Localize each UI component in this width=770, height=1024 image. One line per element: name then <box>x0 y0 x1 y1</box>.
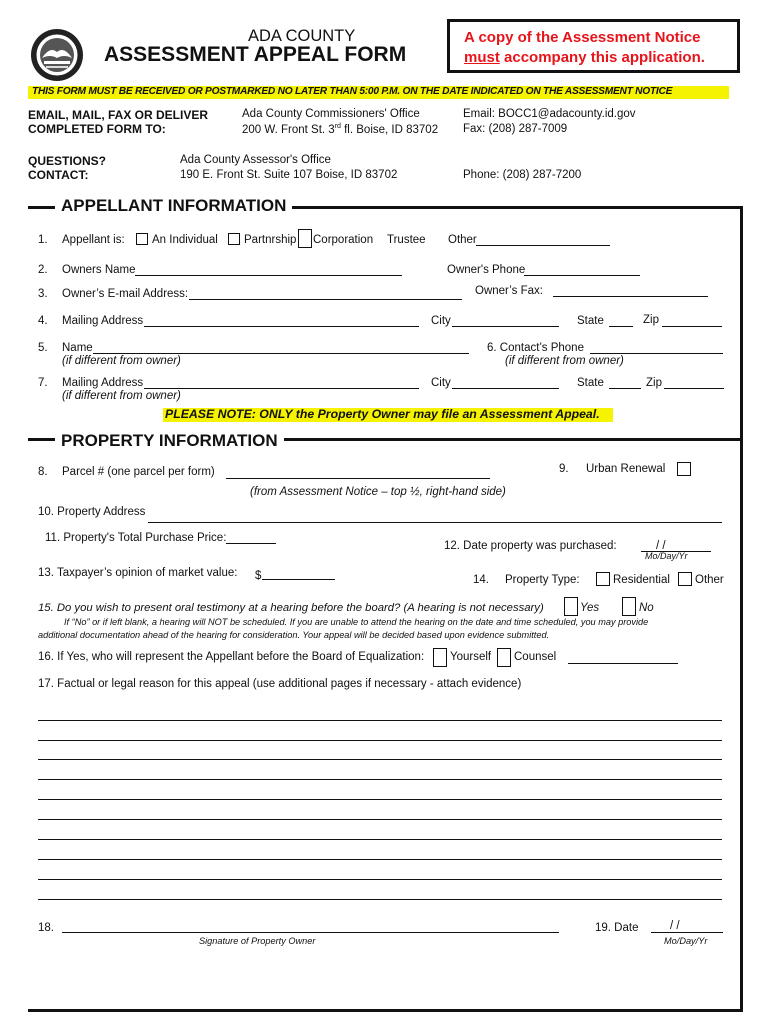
option-other: Other <box>448 234 477 246</box>
mailing-address-field[interactable] <box>144 326 419 327</box>
checkbox-testimony-yes[interactable] <box>564 597 578 616</box>
q6-note: (if different from owner) <box>505 355 624 367</box>
contact-zip-label: Zip <box>646 377 662 389</box>
market-value-dollar: $ <box>255 570 262 582</box>
contact-mailing-address-field[interactable] <box>144 388 419 389</box>
q5-label: Name <box>62 342 93 354</box>
state-field[interactable] <box>609 326 633 327</box>
q15-label: 15. Do you wish to present oral testimony at a hearing before the board? (A hearing is not necessary) <box>38 602 544 614</box>
q3-label: Owner’s E-mail Address: <box>62 288 189 300</box>
option-individual: An Individual <box>152 234 218 246</box>
form-title: ASSESSMENT APPEAL FORM <box>104 43 407 66</box>
notice-line-2-rest: accompany this application. <box>499 49 705 66</box>
date-format: Mo/Day/Yr <box>664 936 708 946</box>
commissioners-office-address <box>242 123 438 136</box>
reason-line[interactable] <box>38 819 722 820</box>
reason-line[interactable] <box>38 839 722 840</box>
county-seal-logo <box>30 28 84 82</box>
signature-caption: Signature of Property Owner <box>199 936 316 946</box>
q7-number: 7. <box>38 377 48 389</box>
q8-label: Parcel # (one parcel per form) <box>62 466 215 478</box>
notice-line-2 <box>464 49 705 66</box>
owners-phone-label: Owner's Phone <box>447 264 526 276</box>
q2-number: 2. <box>38 264 48 276</box>
option-yourself: Yourself <box>450 651 492 663</box>
q9-label: Urban Renewal <box>586 463 666 475</box>
purchase-date-format: Mo/Day/Yr <box>645 551 688 561</box>
q7-label: Mailing Address <box>62 377 144 389</box>
contact-name-field[interactable] <box>93 353 469 354</box>
other-type-field[interactable] <box>476 245 610 246</box>
q12-label: 12. Date property was purchased: <box>444 540 617 552</box>
purchase-price-field[interactable] <box>226 543 276 544</box>
checkbox-residential[interactable] <box>596 572 610 586</box>
office1-addr-a: 200 W. Front St. 3 <box>242 123 335 136</box>
q13-label: 13. Taxpayer’s opinion of market value: <box>38 567 238 579</box>
q1-number: 1. <box>38 234 48 246</box>
contacts-phone-field[interactable] <box>590 353 723 354</box>
owners-fax-label: Owner’s Fax: <box>475 285 543 297</box>
market-value-field[interactable] <box>262 579 335 580</box>
office1-addr-sup: rd <box>334 123 341 130</box>
q6-label: 6. Contact’s Phone <box>487 342 584 354</box>
checkbox-individual[interactable] <box>136 233 148 245</box>
q9-number: 9. <box>559 463 569 475</box>
checkbox-urban-renewal[interactable] <box>677 462 691 476</box>
reason-line[interactable] <box>38 740 722 741</box>
owners-email-field[interactable] <box>189 299 462 300</box>
option-no: No <box>639 602 654 614</box>
q1-label: Appellant is: <box>62 234 125 246</box>
appellant-section-title: APPELLANT INFORMATION <box>55 196 292 216</box>
option-residential: Residential <box>613 574 670 586</box>
commissioners-office-name: Ada County Commissioners' Office <box>242 108 420 120</box>
questions-label-2: CONTACT: <box>28 168 89 182</box>
office1-addr-b: fl. Boise, ID 83702 <box>340 123 439 136</box>
option-trustee: Trustee <box>387 234 426 246</box>
counsel-name-field[interactable] <box>568 663 678 664</box>
q14-number: 14. <box>473 574 489 586</box>
state-label: State <box>577 315 604 327</box>
reason-line[interactable] <box>38 759 722 760</box>
q15-note-line-1: If “No” or if left blank, a hearing will NOT be scheduled. If you are unable to attend the hearing on the date and time scheduled, you may provide <box>64 617 649 627</box>
deliver-label-1: EMAIL, MAIL, FAX OR DELIVER <box>28 108 209 122</box>
q3-number: 3. <box>38 288 48 300</box>
date-slashes: / / <box>670 920 680 932</box>
county-name: ADA COUNTY <box>248 27 356 45</box>
owners-name-field[interactable] <box>135 275 402 276</box>
assessors-office-name: Ada County Assessor's Office <box>180 154 331 166</box>
parcel-number-field[interactable] <box>226 478 490 479</box>
city-field[interactable] <box>452 326 559 327</box>
checkbox-partnership[interactable] <box>228 233 240 245</box>
contact-city-label: City <box>431 377 451 389</box>
reason-line[interactable] <box>38 779 722 780</box>
option-counsel: Counsel <box>514 651 557 663</box>
assessors-office-address: 190 E. Front St. Suite 107 Boise, ID 83702 <box>180 169 398 181</box>
q11-label: 11. Property's Total Purchase Price: <box>45 532 227 544</box>
checkbox-testimony-no[interactable] <box>622 597 636 616</box>
property-address-field[interactable] <box>148 522 722 523</box>
option-corporation: Corporation <box>313 234 374 246</box>
option-yes: Yes <box>580 602 600 614</box>
q5-note: (if different from owner) <box>62 355 181 367</box>
city-label: City <box>431 315 451 327</box>
notice-must: must <box>464 49 500 66</box>
deliver-label-2: COMPLETED FORM TO: <box>28 122 166 136</box>
option-other-type: Other <box>695 574 724 586</box>
q8-number: 8. <box>38 466 48 478</box>
checkbox-counsel[interactable] <box>497 648 511 667</box>
q5-number: 5. <box>38 342 48 354</box>
reason-line[interactable] <box>38 899 722 900</box>
please-note-text: PLEASE NOTE: ONLY the Property Owner may file an Assessment Appeal. <box>165 407 600 421</box>
zip-field[interactable] <box>662 326 722 327</box>
date-field[interactable] <box>651 932 723 933</box>
reason-line[interactable] <box>38 799 722 800</box>
zip-label: Zip <box>643 314 659 326</box>
commissioners-email: Email: BOCC1@adacounty.id.gov <box>463 108 636 120</box>
q2-label: Owners Name <box>62 264 136 276</box>
contact-zip-field[interactable] <box>664 388 724 389</box>
q17-label: 17. Factual or legal reason for this appeal (use additional pages if necessary - attach evidence) <box>38 678 522 690</box>
property-section-title: PROPERTY INFORMATION <box>55 431 284 451</box>
q4-number: 4. <box>38 315 48 327</box>
assessment-notice-box <box>447 19 740 73</box>
checkbox-other-type[interactable] <box>678 572 692 586</box>
q7-note: (if different from owner) <box>62 390 181 402</box>
q14-label: Property Type: <box>505 574 580 586</box>
q18-number: 18. <box>38 922 54 934</box>
owners-fax-field[interactable] <box>553 296 708 297</box>
owners-phone-field[interactable] <box>524 275 640 276</box>
deadline-text: THIS FORM MUST BE RECEIVED OR POSTMARKED NO LATER THAN 5:00 P.M. ON THE DATE INDICATED ON THE ASSESSMENT NOTICE <box>32 86 673 97</box>
q16-label: 16. If Yes, who will represent the Appellant before the Board of Equalization: <box>38 651 425 663</box>
checkbox-yourself[interactable] <box>433 648 447 667</box>
q15-note-line-2: additional documentation ahead of the hearing for consideration. Your appeal will be decided based upon evidence submitted. <box>38 630 550 640</box>
checkbox-corporation[interactable] <box>298 229 312 248</box>
purchase-date-slashes: / / <box>656 540 666 552</box>
reason-line[interactable] <box>38 879 722 880</box>
reason-line[interactable] <box>38 720 722 721</box>
contact-state-label: State <box>577 377 604 389</box>
contact-state-field[interactable] <box>609 388 641 389</box>
notice-line-1: A copy of the Assessment Notice <box>464 29 701 46</box>
reason-line[interactable] <box>38 859 722 860</box>
option-partnership: Partnrship <box>244 234 297 246</box>
questions-label-1: QUESTIONS? <box>28 154 107 168</box>
q10-label: 10. Property Address <box>38 506 146 518</box>
q8-note: (from Assessment Notice – top ½, right-hand side) <box>250 486 506 498</box>
q19-label: 19. Date <box>595 922 639 934</box>
assessors-phone: Phone: (208) 287-7200 <box>463 169 582 181</box>
commissioners-fax: Fax: (208) 287-7009 <box>463 123 568 135</box>
signature-field[interactable] <box>62 932 559 933</box>
q4-label: Mailing Address <box>62 315 144 327</box>
contact-city-field[interactable] <box>452 388 559 389</box>
